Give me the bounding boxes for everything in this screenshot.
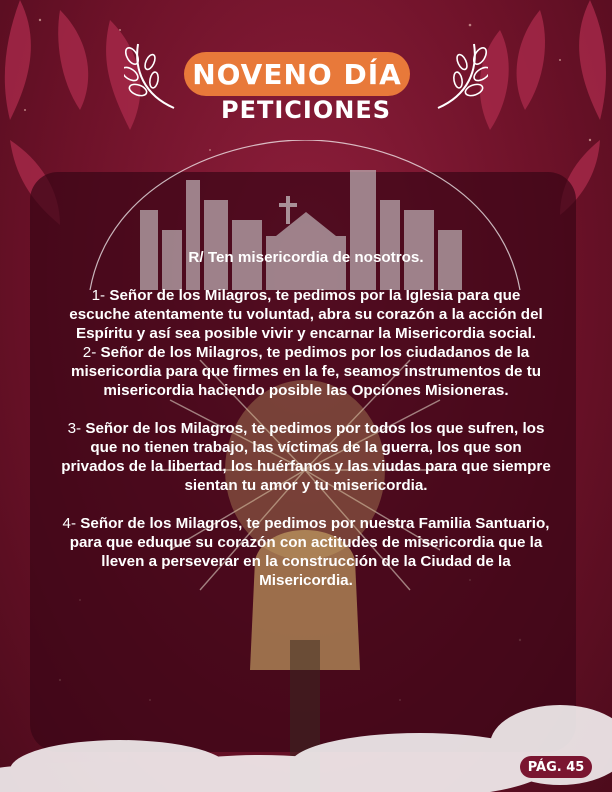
title-pill [184, 52, 410, 96]
petition-number: 3- [67, 420, 82, 437]
petition-text: Señor de los Milagros, te pedimos por la Iglesia para que escuche atentamente tu voluntad, abra su corazón a la acción del Espíritu y así sea posible vivir y encarnar la Misericordia social. [69, 287, 543, 342]
petition-text: Señor de los Milagros, te pedimos por nuestra Familia Santuario, para que eduque su corazón con actitudes de misericordia que la lleven a perseverar en la construcción de la Ciudad de la Misericordia. [69, 515, 550, 589]
petition-1 [60, 286, 552, 343]
page-subtitle: PETICIONES [221, 96, 391, 124]
petition-text: Señor de los Milagros, te pedimos por todos los que sufren, los que no tienen trabajo, las víctimas de la guerra, los que son privados de la libertad, los huérfanos y las viudas para que siempre sientan tu amor y tu misericordia. [61, 420, 551, 494]
petition-3 [60, 419, 552, 495]
petition-text: Señor de los Milagros, te pedimos por los ciudadanos de la misericordia para que firmes en la fe, seamos instrumentos de tu misericordia haciendo posible las Opciones Misioneras. [70, 344, 542, 399]
clouds [0, 690, 612, 792]
cross-icon [279, 196, 297, 224]
petition-4 [60, 514, 552, 590]
petition-number: 4- [62, 515, 77, 532]
page-number-badge: PÁG. 45 [520, 756, 592, 778]
petition-number: 2- [82, 344, 97, 361]
petition-2 [60, 343, 552, 400]
petitions-text [60, 248, 552, 609]
page-title: NOVENO DÍA [192, 57, 402, 91]
petition-number: 1- [91, 287, 106, 304]
response-line: R/ Ten misericordia de nosotros. [188, 249, 424, 266]
